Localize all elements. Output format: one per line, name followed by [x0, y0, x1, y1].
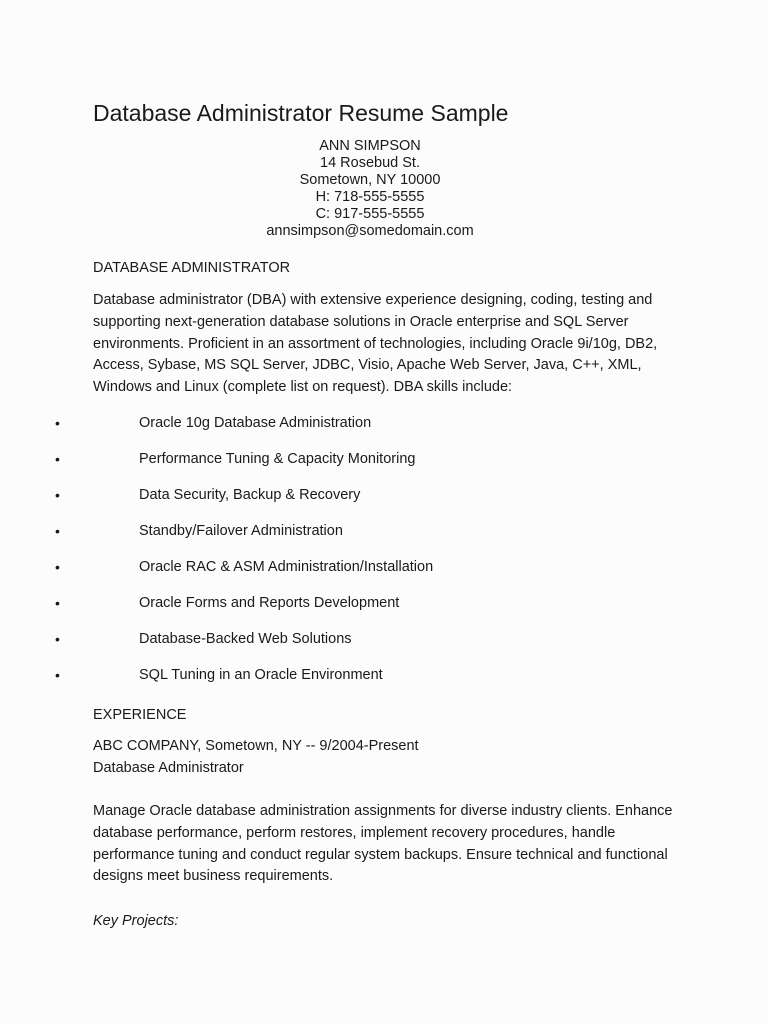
bullet-icon: •: [55, 451, 60, 467]
skill-text: Oracle RAC & ASM Administration/Installation: [139, 559, 434, 575]
skill-text: Database-Backed Web Solutions: [139, 631, 352, 647]
bullet-icon: •: [55, 487, 60, 503]
skill-text: Data Security, Backup & Recovery: [139, 487, 361, 503]
list-item: [0, 665, 768, 701]
bullet-icon: •: [55, 415, 60, 431]
list-item: [0, 593, 768, 629]
job-description: Manage Oracle database administration assignments for diverse industry clients. Enhance database performance, perform restores, implement recovery procedures, handle performance tuning and conduct regular system backups. Ensure technical and functional designs meet business requirements.: [93, 803, 673, 885]
employer-line: ABC COMPANY, Sometown, NY -- 9/2004-Present: [93, 738, 419, 754]
list-item: [0, 521, 768, 557]
skill-text: SQL Tuning in an Oracle Environment: [139, 667, 383, 683]
contact-city: Sometown, NY 10000: [299, 172, 441, 188]
list-item: [0, 629, 768, 665]
document-title: Database Administrator Resume Sample: [93, 100, 509, 126]
list-item: [0, 413, 768, 449]
objective-summary: Database administrator (DBA) with extensive experience designing, coding, testing and supporting next-generation database solutions in Oracle enterprise and SQL Server environments. Proficient in an assortment of technologies, including Oracle 9i/10g, DB2, Access, Sybase, MS SQL Server, JDBC, Visio, Apache Web Server, Java, C++, XML, Windows and Linux (complete list on request). DBA skills include:: [93, 292, 658, 396]
contact-block: [170, 138, 570, 240]
skill-text: Performance Tuning & Capacity Monitoring: [139, 451, 416, 467]
key-projects-label: Key Projects:: [93, 913, 179, 929]
bullet-icon: •: [55, 559, 60, 575]
contact-name: ANN SIMPSON: [319, 138, 421, 154]
bullet-icon: •: [55, 523, 60, 539]
bullet-icon: •: [55, 631, 60, 647]
list-item: [0, 485, 768, 521]
job-role: Database Administrator: [93, 760, 244, 776]
contact-home-phone: H: 718-555-5555: [315, 189, 425, 205]
list-item: [0, 557, 768, 593]
contact-cell-phone: C: 917-555-5555: [315, 206, 425, 222]
skill-text: Oracle Forms and Reports Development: [139, 595, 400, 611]
skills-list: [0, 413, 768, 701]
bullet-icon: •: [55, 667, 60, 683]
skill-text: Oracle 10g Database Administration: [139, 415, 372, 431]
list-item: [0, 449, 768, 485]
objective-heading: DATABASE ADMINISTRATOR: [93, 260, 291, 276]
skill-text: Standby/Failover Administration: [139, 523, 343, 539]
contact-street: 14 Rosebud St.: [320, 155, 420, 171]
contact-email: annsimpson@somedomain.com: [266, 223, 474, 239]
experience-heading: EXPERIENCE: [93, 707, 187, 723]
bullet-icon: •: [55, 595, 60, 611]
